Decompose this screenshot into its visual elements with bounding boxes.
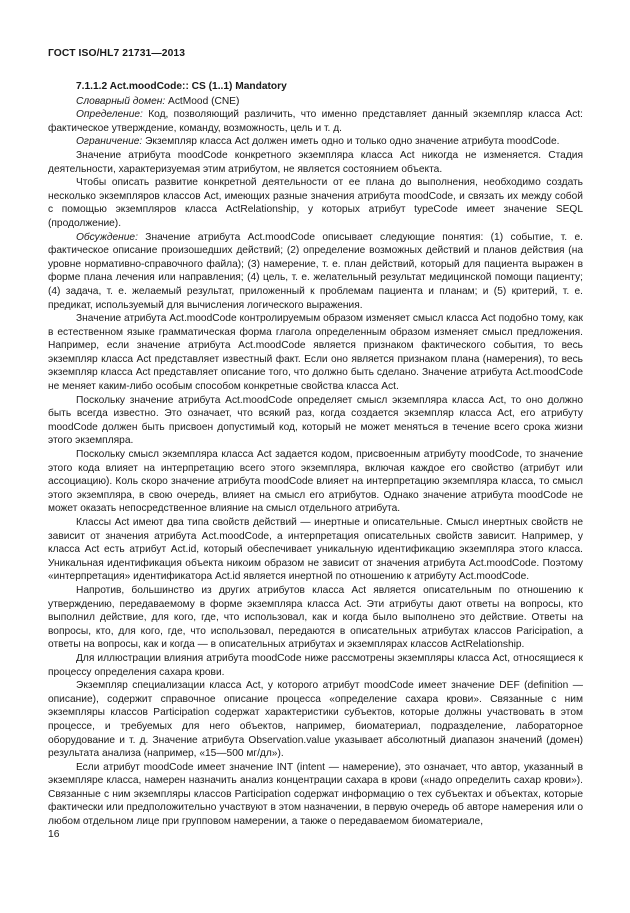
- constraint-label: Ограничение:: [76, 136, 143, 148]
- definition-label: Определение:: [76, 109, 143, 121]
- discussion-paragraph: [48, 231, 583, 313]
- paragraph-illustration: Для иллюстрации влияния атрибута moodCode ниже рассмотрены экземпляры класса Act, относящиеся к процессу определения сахара крови.: [48, 652, 583, 678]
- definition-text: Код, позволяющий различить, что именно представляет данный экземпляр класса Act: фактическое утверждение, команду, возможность, цель и т. д.: [48, 109, 583, 134]
- document-body: [48, 80, 583, 829]
- paragraph-interpretation: Поскольку смысл экземпляра класса Act задается кодом, присвоенным атрибуту moodCode, то значение этого кода влияет на интерпретацию всего этого экземпляра, включая каждое его свойство (атрибут или ассоциацию). Коль скоро значение атрибута moodCode влияет на интерпретацию экземпляра класса, то смысл этого экземпляра, в свою очередь, влияет на смысл его атрибутов. Однако значение атрибута moodCode не может оказать непосредственное влияние на смысл отдельного атрибута.: [48, 449, 583, 515]
- definition-paragraph: [48, 108, 583, 135]
- paragraph-always-known: Поскольку значение атрибута Act.moodCode определяет смысл экземпляра класса Act, то оно должно быть всегда известно. Это означает, что всякий раз, когда создается экземпляр класса Act, его атрибуту moodCode должен быть присвоен допустимый код, который не может меняться в течение всего срока жизни этого экземпляра.: [48, 394, 583, 447]
- page-number: 16: [48, 829, 60, 840]
- paragraph-grammar: Значение атрибута Act.moodCode контролируемым образом изменяет смысл класса Act подобно тому, как в естественном языке грамматическая форма глагола определенным образом изменяет смысл предложения. Например, если значение атрибута Act.moodCode является признаком фактического события, то весь экземпляр класса Act представляет известный факт. Если оно является признаком плана (намерения), то весь экземпляр класса Act представляет описание того, что должно быть сделано. Значение атрибута Act.moodCode не меняет каким-либо особым способом конкретные свойства класса Act.: [48, 313, 583, 393]
- paragraph-int-example: Если атрибут moodCode имеет значение INT (intent — намерение), это означает, что автор, указанный в экземпляре класса, намерен назначить анализ концентрации сахара в крови («надо определить сахар крови»). Связанные с ним экземпляры классов Participation содержат информацию о тех субъектах и объектах, которые фактически или предположительно участвуют в этом назначении, в первую очередь об авторе намерения или о любом отдельном лице при групповом намерении, а также о передаваемом биоматериале,: [48, 761, 583, 828]
- paragraph-descriptive: Напротив, большинство из других атрибутов класса Act является описательным по отношению к утверждению, передаваемому в форме экземпляра класса Act. Эти атрибуты дают ответы на вопросы, кто выполнил действие, для кого, где, что использовал, как и когда было выполнено это действие. Ответы на вопросы, кто, для кого, где, что использовал, передаются в описательных атрибутах классов Paricipation, а ответы на вопросы, как и когда — в описательных атрибутах и экземплярах классов ActRelationship.: [48, 584, 583, 651]
- paragraph-plan: Чтобы описать развитие конкретной деятельности от ее плана до выполнения, необходимо создать несколько экземпляров классов Act, имеющих разные значения атрибута moodCode, и связать их между собой с помощью экземпляров класса ActRelationship, у которых атрибут typeCode имеет значение SEQL (продолжение).: [48, 177, 583, 229]
- domain-value: ActMood (CNE): [168, 95, 240, 107]
- constraint-paragraph: [48, 135, 583, 149]
- discussion-label: Обсуждение:: [76, 231, 138, 243]
- domain-label: Словарный домен:: [76, 95, 166, 107]
- constraint-text: Экземпляр класса Act должен иметь одно и только одно значение атрибута moodCode.: [145, 136, 560, 148]
- domain-line: [48, 95, 583, 109]
- paragraph-def-example: Экземпляр специализации класса Act, у которого атрибут moodCode имеет значение DEF (definition — описание), содержит справочное описание процесса «определение сахара крови». Связанные с ним экземпляры классов Participation содержат характеристики субъектов, которые должны участвовать в этом процессе, и требуемых для него объектов, например, биоматериал, подразделение, лабораторное оборудование и т. д. Значение атрибута Observation.value указывает абсолютный диапазон значений (домен) результата анализа (например, «15—500 мг/дл»).: [48, 680, 583, 760]
- paragraph-two-types: Классы Act имеют два типа свойств действий — инертные и описательные. Смысл инертных свойств не зависит от значения атрибута Act.moodCode, а интерпретация описательных свойств зависит. Например, у класса Act есть атрибут Act.id, который обеспечивает уникальную идентификацию экземпляра этого класса. Уникальная идентификация объекта никоим образом не зависит от значения атрибута Act.moodCode. Поэтому «интерпретация» идентификатора Act.id является инертной по отношению к атрибуту Act.moodCode.: [48, 517, 583, 583]
- standard-header: ГОСТ ISO/HL7 21731—2013: [48, 48, 186, 59]
- paragraph-unchanged: Значение атрибута moodCode конкретного экземпляра класса Act никогда не изменяется. Стадия деятельности, характеризуемая этим атрибутом, не является состоянием объекта.: [48, 149, 583, 175]
- section-title: 7.1.1.2 Act.moodCode:: CS (1..1) Mandatory: [76, 81, 287, 92]
- discussion-text: Значение атрибута Act.moodCode описывает следующие понятия: (1) событие, т. е. фактическое описание произошедших действий; (2) определение возможных действий и планов действия (на уровне нормативно-справочного файла); (3) намерение, т. е. план действий, который для пациента выражен в форме плана лечения или направления; (4) цель, т. е. желательный результат медицинской помощи пациенту; (4) задача, т. е. желаемый результат, приложенный к проблемам пациента и планам; и (5) критерий, т. е. предикат, используемый для вычисления логического выражения.: [48, 231, 583, 311]
